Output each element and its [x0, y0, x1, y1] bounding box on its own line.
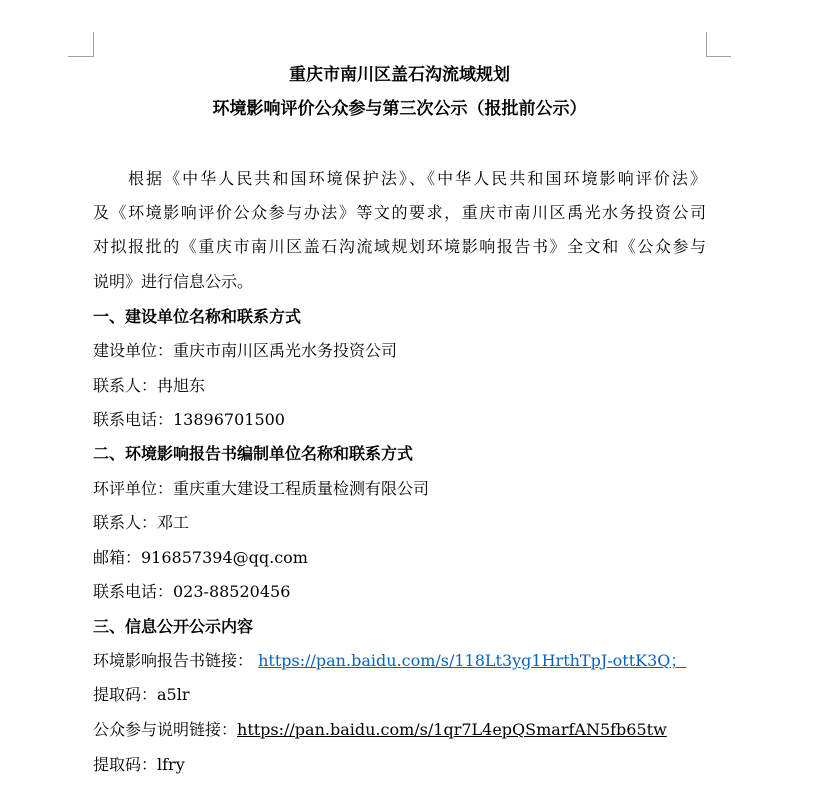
pp-link-row — [93, 720, 667, 740]
section2-email: 邮箱：916857394@qq.com — [93, 548, 308, 567]
corner-mark-top-left-v — [93, 32, 94, 56]
section2-phone: 联系电话：023-88520456 — [93, 582, 291, 601]
corner-mark-top-right-h — [706, 56, 731, 57]
section1-heading: 一、建设单位名称和联系方式 — [93, 307, 302, 326]
pp-link-label: 公众参与说明链接： — [93, 720, 238, 739]
document-title-line2: 环境影响评价公众参与第三次公示（报批前公示） — [212, 99, 587, 119]
document-title-line1: 重庆市南川区盖石沟流域规划 — [289, 65, 510, 85]
intro-line-2: 及《环境影响评价公众参与办法》等文的要求，重庆市南川区禹光水务投资公司 — [93, 203, 706, 222]
section2-unit: 环评单位：重庆重大建设工程质量检测有限公司 — [93, 479, 430, 498]
section1-unit: 建设单位：重庆市南川区禹光水务投资公司 — [93, 341, 398, 360]
report-extraction-code: 提取码：a5lr — [93, 685, 190, 704]
intro-line-1: 根据《中华人民共和国环境保护法》、《中华人民共和国环境影响评价法》 — [128, 169, 706, 188]
report-link-row — [93, 651, 686, 671]
intro-line-4: 说明》进行信息公示。 — [93, 272, 254, 291]
report-link[interactable]: https://pan.baidu.com/s/118Lt3yg1HrthTpJ-ottK3Q； — [258, 651, 687, 670]
corner-mark-top-right-v — [706, 32, 707, 56]
section1-contact: 联系人：冉旭东 — [93, 376, 206, 395]
report-link-label: 环境影响报告书链接： — [93, 651, 254, 670]
section3-heading: 三、信息公开公示内容 — [93, 617, 254, 636]
public-participation-link[interactable]: https://pan.baidu.com/s/1qr7L4epQSmarfAN5fb65tw — [237, 720, 667, 739]
pp-extraction-code: 提取码：lfry — [93, 755, 185, 774]
corner-mark-top-left-h — [68, 56, 94, 57]
intro-line-3: 对拟报批的《重庆市南川区盖石沟流域规划环境影响报告书》全文和《公众参与 — [93, 237, 706, 256]
section2-heading: 二、环境影响报告书编制单位名称和联系方式 — [93, 444, 414, 463]
section1-phone: 联系电话：13896701500 — [93, 410, 285, 429]
section2-contact: 联系人：邓工 — [93, 513, 190, 532]
